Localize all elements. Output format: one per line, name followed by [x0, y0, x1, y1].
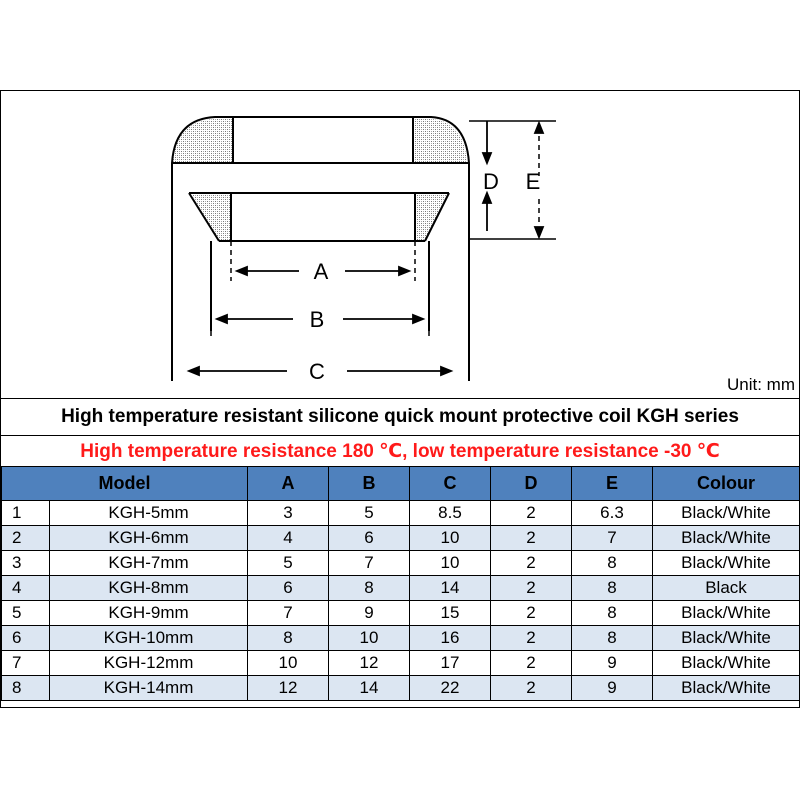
cell-no: 4	[2, 576, 50, 601]
spec-table	[1, 466, 800, 701]
cell-d: 2	[491, 601, 572, 626]
header-colour: Colour	[653, 467, 800, 501]
cell-a: 7	[248, 601, 329, 626]
cell-b: 12	[329, 651, 410, 676]
header-model: Model	[2, 467, 248, 501]
cell-a: 8	[248, 626, 329, 651]
top-left-section	[173, 119, 233, 163]
cell-c: 22	[410, 676, 491, 701]
dim-label-c: C	[309, 359, 325, 384]
cell-e: 6.3	[572, 501, 653, 526]
cell-a: 12	[248, 676, 329, 701]
cell-d: 2	[491, 626, 572, 651]
cell-a: 5	[248, 551, 329, 576]
cell-c: 17	[410, 651, 491, 676]
cell-e: 9	[572, 676, 653, 701]
cell-e: 7	[572, 526, 653, 551]
cell-d: 2	[491, 551, 572, 576]
cell-d: 2	[491, 526, 572, 551]
header-c: C	[410, 467, 491, 501]
cell-c: 15	[410, 601, 491, 626]
cell-d: 2	[491, 676, 572, 701]
cell-e: 8	[572, 626, 653, 651]
cell-model: KGH-12mm	[50, 651, 248, 676]
cell-c: 14	[410, 576, 491, 601]
cell-model: KGH-14mm	[50, 676, 248, 701]
dimension-drawing	[1, 91, 799, 397]
grommet-cross-section-diagram	[1, 91, 799, 397]
cell-c: 8.5	[410, 501, 491, 526]
dim-label-b: B	[309, 307, 325, 332]
cell-e: 8	[572, 601, 653, 626]
table-row	[2, 676, 800, 701]
cell-d: 2	[491, 501, 572, 526]
cell-c: 10	[410, 526, 491, 551]
table-row	[2, 501, 800, 526]
cell-e: 9	[572, 651, 653, 676]
header-e: E	[572, 467, 653, 501]
cell-b: 6	[329, 526, 410, 551]
table-row	[2, 601, 800, 626]
cell-colour: Black/White	[653, 676, 800, 701]
cell-a: 3	[248, 501, 329, 526]
cell-colour: Black	[653, 576, 800, 601]
temperature-range-subtitle: High temperature resistance 180 ℃, low temperature resistance -30 ℃	[80, 440, 720, 462]
cell-colour: Black/White	[653, 551, 800, 576]
cell-no: 2	[2, 526, 50, 551]
cell-model: KGH-6mm	[50, 526, 248, 551]
cell-no: 1	[2, 501, 50, 526]
table-header-row	[2, 467, 800, 501]
cell-colour: Black/White	[653, 651, 800, 676]
unit-label: Unit: mm	[727, 375, 795, 394]
table-row	[2, 626, 800, 651]
header-a: A	[248, 467, 329, 501]
table-row	[2, 576, 800, 601]
cell-e: 8	[572, 551, 653, 576]
spec-sheet	[0, 90, 800, 708]
cell-no: 8	[2, 676, 50, 701]
dim-label-a: A	[313, 259, 329, 284]
cell-model: KGH-10mm	[50, 626, 248, 651]
cell-a: 4	[248, 526, 329, 551]
dim-label-e: E	[525, 169, 541, 194]
cell-colour: Black/White	[653, 501, 800, 526]
cell-b: 10	[329, 626, 410, 651]
cell-e: 8	[572, 576, 653, 601]
header-d: D	[491, 467, 572, 501]
dim-label-d: D	[483, 169, 499, 194]
cell-colour: Black/White	[653, 526, 800, 551]
cell-model: KGH-9mm	[50, 601, 248, 626]
cell-b: 9	[329, 601, 410, 626]
cell-a: 10	[248, 651, 329, 676]
cell-model: KGH-8mm	[50, 576, 248, 601]
cell-no: 7	[2, 651, 50, 676]
cell-a: 6	[248, 576, 329, 601]
cell-d: 2	[491, 651, 572, 676]
table-row	[2, 651, 800, 676]
cell-c: 10	[410, 551, 491, 576]
lip-right-section	[415, 193, 447, 241]
cell-b: 5	[329, 501, 410, 526]
spec-title: High temperature resistant silicone quick mount protective coil KGH series	[1, 398, 799, 436]
lip-left-section	[191, 193, 231, 241]
cell-b: 14	[329, 676, 410, 701]
top-right-section	[413, 119, 467, 163]
cell-model: KGH-7mm	[50, 551, 248, 576]
header-b: B	[329, 467, 410, 501]
cell-colour: Black/White	[653, 626, 800, 651]
cell-b: 7	[329, 551, 410, 576]
table-row	[2, 526, 800, 551]
cell-no: 6	[2, 626, 50, 651]
cell-model: KGH-5mm	[50, 501, 248, 526]
cell-c: 16	[410, 626, 491, 651]
cell-no: 5	[2, 601, 50, 626]
cell-no: 3	[2, 551, 50, 576]
cell-colour: Black/White	[653, 601, 800, 626]
cell-d: 2	[491, 576, 572, 601]
cell-b: 8	[329, 576, 410, 601]
table-row	[2, 551, 800, 576]
